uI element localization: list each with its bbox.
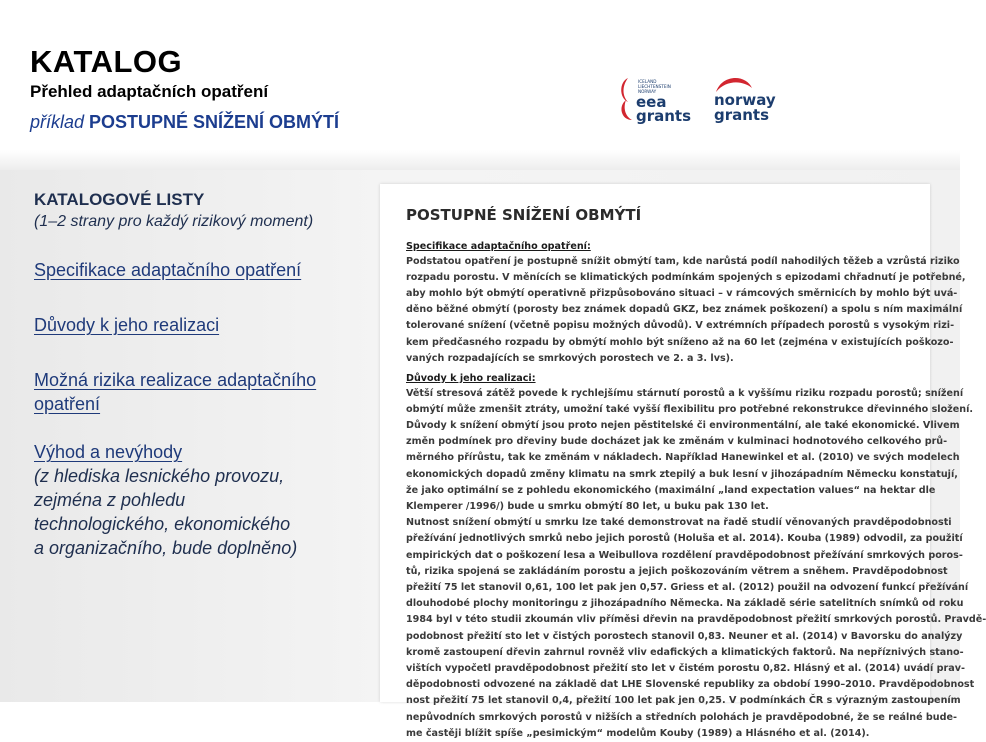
doc-section1-line: rozpadu porostu. V měnících se klimatických podmínkám spojených s epizodami chřadnutí je potřebné, (406, 271, 966, 283)
page-title: KATALOG (30, 44, 183, 79)
doc-section2-line: Klemperer /1996/) bude u smrku obmýtí 80 let, u buku pak 130 let. (406, 500, 769, 512)
doc-section2-line: 1984 byl v této studii zkoumán vliv příměsi dřevin na pravděpodobnost přežití smrkových porostů. Pravdě- (406, 614, 986, 626)
item-risks-line2: opatření (34, 394, 101, 414)
catalog-sheet-page (380, 184, 986, 739)
doc-section1-line: děno běžné obmýtí (porosty bez známek dopadů GKZ, bez známek poškození) a spolu s ním maximální (406, 304, 963, 316)
catalog-sheet-description (34, 190, 379, 560)
header-shadow (0, 150, 960, 170)
doc-title: POSTUPNÉ SNÍŽENÍ OBMÝTÍ (406, 206, 642, 224)
page-subtitle: Přehled adaptačních opatření (30, 82, 269, 101)
doc-section2-line: nepůvodních smrkových porostů v nižších a středních polohách je pravděpodobné, že se reálné bude- (406, 711, 957, 723)
note-line-4: a organizačního, bude doplněno) (34, 538, 298, 558)
doc-section2-line: že jako optimální se z pohledu ekonomického (maximální „land expectation values“ na hektar dle (406, 484, 936, 496)
norway-grants-logo (712, 74, 792, 129)
doc-section1-heading: Specifikace adaptačního opatření: (406, 241, 591, 252)
doc-section1-line: tolerované snížení (včetně popisu možných důvodů). V extrémních případech porostů s vysokým rizi- (406, 320, 955, 332)
doc-section2-line: me častěji blížit spíše „pesimickým“ modelům Kouby (1989) a Hlásného et al. (2014). (406, 727, 870, 739)
item-pros-cons: Výhod a nevýhody (34, 442, 183, 462)
doc-section1-line: kem předčasného rozpadu by obmýtí mohlo být sníženo až na 60 let (zejména v existujících poškozo- (406, 336, 954, 348)
doc-section-specification (406, 240, 966, 367)
doc-section1-text (406, 254, 966, 367)
doc-section2-line: měrného přírůstu, tak ke změnám v nákladech. Například Hanewinkel et al. (2010) ve svých modelech (406, 452, 960, 464)
doc-section1-line: Podstatou opatření je postupně snížit obmýtí tam, kde narůstá podíl nahodilých těžeb a vzrůstá riziko (406, 255, 960, 267)
item-reasons: Důvody k jeho realizaci (34, 315, 220, 335)
doc-section2-line: tů, rizika spojená se zakládáním porostu a jejich poškozováním větrem a sněhem. Pravděpodobnost (406, 565, 948, 577)
catalog-subheading: (1–2 strany pro každý rizikový moment) (34, 213, 314, 230)
doc-section2-line: podobnost přežití sto let v čistých porostech stanovil 0,83. Neuner et al. (2014) v Bavorsku do analýzy (406, 630, 963, 642)
svg-text:grants: grants (636, 107, 692, 125)
doc-section2-heading: Důvody k jeho realizaci: (406, 373, 536, 384)
doc-section2-line: Větší stresová zátěž povede k rychlejšímu stárnutí porostů a k vyššímu riziku rozpadu porostů; snížení (406, 387, 964, 399)
eea-grants-logo (618, 74, 698, 129)
doc-section2-line: přežití 75 let stanovil 0,61, 100 let pak jen 0,57. Griess et al. (2012) použil na odvození funkcí přežívání (406, 581, 969, 593)
doc-section2-line: děpodobnosti odvozené na základě dat LHE Slovenské republiky za období 1990–2010. Pravděpodobnost (406, 679, 975, 691)
doc-section2-line: vištích vypočetl pravděpodobnost přežití sto let v čistém porostu 0,82. Hlásný et al. (2014) uvádí prav- (406, 662, 965, 674)
doc-section2-line: změn podmínek pro dřeviny bude docházet jak ke změnám v kulminaci hodnotového celkového prů- (406, 436, 948, 448)
doc-section1-line: vaných rozpadajících se smrkových porostech ve 2. a 3. lvs). (406, 352, 734, 364)
item-specification: Specifikace adaptačního opatření (34, 260, 302, 280)
example-caption (30, 112, 339, 133)
svg-text:ICELAND: ICELAND (638, 79, 657, 84)
item-risks-line1: Možná rizika realizace adaptačního (34, 370, 317, 390)
doc-section2-line: nost přežití 75 let stanovil 0,4, přežití 100 let pak jen 0,25. V podmínkách ČR s výrazným zastoupením (406, 695, 961, 707)
svg-text:NORWAY: NORWAY (638, 89, 657, 94)
doc-section2-line: ekonomických dopadů změny klimatu na smrk ztepilý a buk lesní v jihozápadním Německu konstatují, (406, 468, 958, 480)
example-title: POSTUPNÉ SNÍŽENÍ OBMÝTÍ (89, 112, 340, 132)
example-prefix: příklad (30, 112, 90, 132)
doc-section2-line: kromě zastoupení dřevin zahrnul rovněž vliv edafických a klimatických faktorů. Na nepříznivých stano- (406, 646, 964, 658)
catalog-heading: KATALOGOVÉ LISTY (34, 190, 205, 209)
svg-text:LIECHTENSTEIN: LIECHTENSTEIN (638, 84, 671, 89)
doc-section1-line: aby mohlo být obmýtí operativně přizpůsobováno situaci – v rámcových směrnicích by mohlo být uvá- (406, 287, 958, 299)
doc-section2-line: obmýtí může zmenšit ztráty, umožní také vyšší flexibilitu pro potřebné rekonstrukce dřevinného složení. (406, 403, 974, 415)
doc-section2-line: empirických dat o poškození lesa a Weibullova rozdělení pravděpodobnost přežívání smrkových poros- (406, 549, 963, 561)
note-line-3: technologického, ekonomického (34, 514, 291, 534)
note-line-2: zejména z pohledu (34, 490, 186, 510)
doc-section2-text (406, 386, 986, 742)
doc-section2-line: dlouhodobé plochy monitoringu z jihozápadního Německa. Na základě série satelitních snímků od roku (406, 598, 964, 610)
doc-section-reasons (406, 372, 986, 742)
doc-section2-line: Důvody k snížení obmýtí jsou proto nejen pěstitelské či environmentální, ale také ekonomické. Vlivem (406, 419, 960, 431)
note-line-1: (z hlediska lesnického provozu, (34, 466, 285, 486)
doc-section2-line: Nutnost snížení obmýtí u smrku lze také demonstrovat na řadě studií věnovaných pravděpodobnosti (406, 517, 952, 529)
header-band (0, 0, 960, 170)
svg-text:eea: eea (636, 93, 667, 111)
doc-section2-line: přežívání jednotlivých smrků nebo jejich porostů (Holuša et al. 2014). Kouba (1989) odvodil, za použití (406, 533, 963, 545)
svg-text:norway: norway (714, 91, 776, 109)
svg-text:grants: grants (714, 106, 770, 124)
